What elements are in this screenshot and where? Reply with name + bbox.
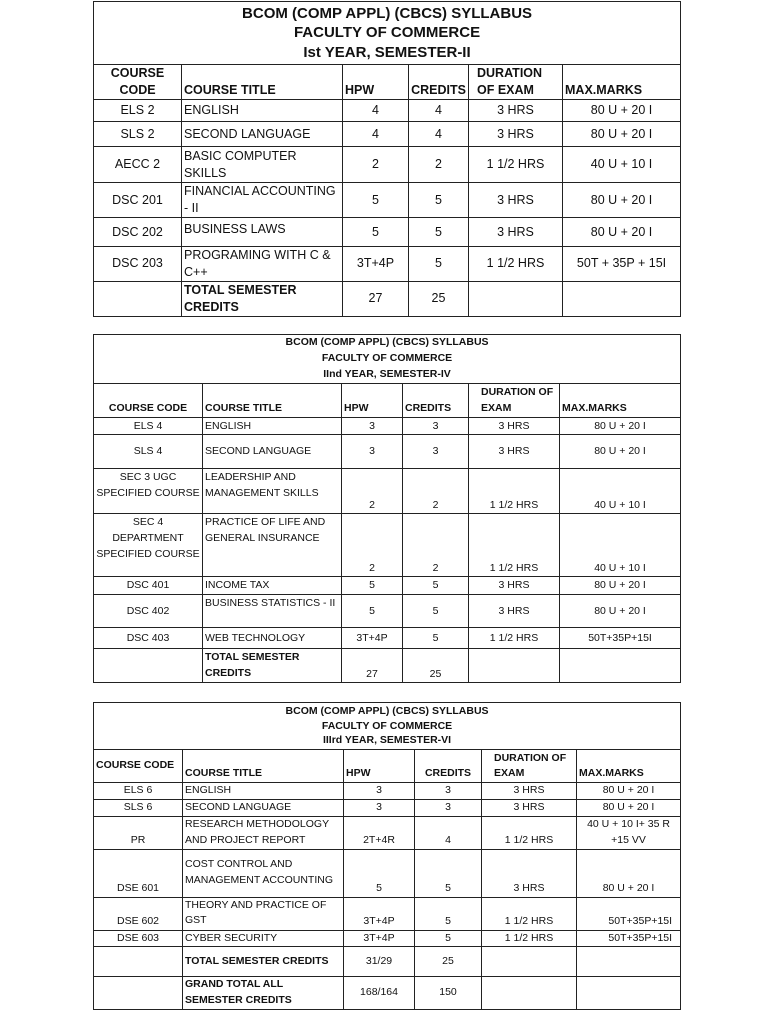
grand-total-label: GRAND TOTAL ALL SEMESTER CREDITS [183, 977, 344, 1010]
table-row [94, 417, 681, 434]
header-credits: CREDITS [403, 384, 469, 418]
course-title: PROGRAMING WITH C & C++ [182, 247, 343, 282]
credits-value: 5 [409, 247, 469, 282]
semester-heading: IInd YEAR, SEMESTER-IV [323, 367, 451, 380]
credits-value: 5 [409, 183, 469, 218]
hpw-value: 5 [343, 183, 409, 218]
credits-value: 3 [415, 799, 482, 816]
empty-cell [482, 947, 577, 977]
table-row [94, 576, 681, 594]
duration-value: 3 HRS [469, 434, 560, 468]
hpw-value: 2 [342, 468, 403, 513]
total-credits: 25 [415, 947, 482, 977]
credits-value: 2 [409, 147, 469, 183]
duration-value: 3 HRS [469, 594, 560, 627]
table-row [94, 247, 681, 282]
header-course-code: COURSE CODE [94, 750, 183, 783]
course-title: WEB TECHNOLOGY [203, 627, 342, 648]
hpw-value: 2 [343, 147, 409, 183]
max-marks-value: 50T + 35P + 15I [563, 247, 681, 282]
header-course-code: COURSE CODE [94, 384, 203, 418]
duration-value: 1 1/2 HRS [469, 513, 560, 576]
semester-6-table [93, 702, 681, 1010]
table-title [94, 335, 681, 384]
max-marks-value: 40 U + 10 I+ 35 R +15 VV [577, 816, 681, 849]
credits-value: 2 [403, 513, 469, 576]
header-course-title: COURSE TITLE [182, 65, 343, 100]
course-title: FINANCIAL ACCOUNTING - II [182, 183, 343, 218]
table-title [94, 2, 681, 65]
credits-value: 5 [403, 627, 469, 648]
duration-value: 1 1/2 HRS [469, 147, 563, 183]
empty-cell [577, 977, 681, 1010]
duration-value: 3 HRS [469, 122, 563, 147]
table-row [94, 816, 681, 849]
hpw-value: 5 [344, 849, 415, 897]
duration-value: 3 HRS [469, 100, 563, 122]
table-row [94, 468, 681, 513]
duration-value: 3 HRS [469, 218, 563, 247]
credits-value: 5 [403, 576, 469, 594]
max-marks-value: 40 U + 10 I [563, 147, 681, 183]
hpw-value: 3 [342, 434, 403, 468]
grand-total-credits: 150 [415, 977, 482, 1010]
semester-heading: IIIrd YEAR, SEMESTER-VI [322, 734, 452, 747]
credits-value: 3 [415, 783, 482, 800]
duration-value: 3 HRS [482, 799, 577, 816]
credits-value: 3 [403, 417, 469, 434]
duration-value: 1 1/2 HRS [482, 930, 577, 947]
max-marks-value: 80 U + 20 I [560, 417, 681, 434]
course-code: ELS 4 [94, 417, 203, 434]
credits-value: 5 [415, 849, 482, 897]
faculty-heading: FACULTY OF COMMERCE [321, 719, 453, 732]
total-row [94, 281, 681, 316]
table-row [94, 218, 681, 247]
table-row [94, 783, 681, 800]
header-hpw: HPW [342, 384, 403, 418]
hpw-value: 4 [343, 122, 409, 147]
faculty-heading: FACULTY OF COMMERCE [293, 24, 481, 42]
course-code: DSC 402 [94, 594, 203, 627]
header-max-marks: MAX.MARKS [560, 384, 681, 418]
empty-cell [94, 648, 203, 682]
credits-value: 5 [409, 218, 469, 247]
duration-value: 1 1/2 HRS [469, 247, 563, 282]
course-title: COST CONTROL AND MANAGEMENT ACCOUNTING [183, 849, 344, 897]
course-title: LEADERSHIP AND MANAGEMENT SKILLS [203, 468, 342, 513]
total-credits: 25 [403, 648, 469, 682]
course-code: PR [94, 816, 183, 849]
hpw-value: 3 [342, 417, 403, 434]
max-marks-value: 80 U + 20 I [563, 218, 681, 247]
hpw-value: 3 [344, 799, 415, 816]
table-row [94, 897, 681, 930]
max-marks-value: 80 U + 20 I [560, 594, 681, 627]
empty-cell [577, 947, 681, 977]
total-hpw: 31/29 [344, 947, 415, 977]
course-code: AECC 2 [94, 147, 182, 183]
max-marks-value: 80 U + 20 I [560, 434, 681, 468]
hpw-value: 5 [342, 594, 403, 627]
course-title: SECOND LANGUAGE [182, 122, 343, 147]
hpw-value: 2T+4R [344, 816, 415, 849]
hpw-value: 5 [343, 218, 409, 247]
header-duration: DURATION OF EXAM [469, 384, 560, 418]
credits-value: 4 [415, 816, 482, 849]
course-title: BASIC COMPUTER SKILLS [182, 147, 343, 183]
empty-cell [560, 648, 681, 682]
course-title: ENGLISH [203, 417, 342, 434]
header-hpw: HPW [343, 65, 409, 100]
total-credits: 25 [409, 281, 469, 316]
empty-cell [94, 977, 183, 1010]
course-title: SECOND LANGUAGE [183, 799, 344, 816]
max-marks-value: 80 U + 20 I [577, 783, 681, 800]
header-max-marks: MAX.MARKS [563, 65, 681, 100]
total-label: TOTAL SEMESTER CREDITS [182, 281, 343, 316]
max-marks-value: 80 U + 20 I [563, 183, 681, 218]
header-max-marks: MAX.MARKS [577, 750, 681, 783]
max-marks-value: 80 U + 20 I [563, 122, 681, 147]
hpw-value: 4 [343, 100, 409, 122]
table-row [94, 100, 681, 122]
course-code: DSC 203 [94, 247, 182, 282]
hpw-value: 3T+4P [343, 247, 409, 282]
duration-value: 1 1/2 HRS [469, 468, 560, 513]
table-row [94, 513, 681, 576]
hpw-value: 2 [342, 513, 403, 576]
total-row [94, 947, 681, 977]
empty-cell [482, 977, 577, 1010]
max-marks-value: 40 U + 10 I [560, 468, 681, 513]
course-title: ENGLISH [183, 783, 344, 800]
max-marks-value: 80 U + 20 I [577, 799, 681, 816]
credits-value: 4 [409, 100, 469, 122]
duration-value: 3 HRS [469, 417, 560, 434]
course-title: ENGLISH [182, 100, 343, 122]
table-title [94, 703, 681, 750]
hpw-value: 5 [342, 576, 403, 594]
course-code: DSC 202 [94, 218, 182, 247]
course-title: INCOME TAX [203, 576, 342, 594]
course-code: ELS 6 [94, 783, 183, 800]
course-code: SLS 2 [94, 122, 182, 147]
course-code: ELS 2 [94, 100, 182, 122]
table-row [94, 849, 681, 897]
max-marks-value: 50T+35P+15I [560, 627, 681, 648]
header-row [94, 65, 681, 100]
total-row [94, 648, 681, 682]
credits-value: 4 [409, 122, 469, 147]
max-marks-value: 80 U + 20 I [560, 576, 681, 594]
semester-2-table [93, 1, 681, 317]
header-course-code: COURSE CODE [94, 65, 182, 100]
course-title: BUSINESS STATISTICS - II [203, 594, 342, 627]
hpw-value: 3T+4P [342, 627, 403, 648]
course-title: BUSINESS LAWS [182, 218, 343, 247]
duration-value: 3 HRS [469, 576, 560, 594]
table-row [94, 594, 681, 627]
course-title: CYBER SECURITY [183, 930, 344, 947]
grand-total-row [94, 977, 681, 1010]
syllabus-heading: BCOM (COMP APPL) (CBCS) SYLLABUS [285, 336, 489, 349]
max-marks-value: 80 U + 20 I [563, 100, 681, 122]
course-code: DSC 403 [94, 627, 203, 648]
course-code: DSE 601 [94, 849, 183, 897]
header-course-title: COURSE TITLE [203, 384, 342, 418]
header-row [94, 750, 681, 783]
total-label: TOTAL SEMESTER CREDITS [183, 947, 344, 977]
total-hpw: 27 [342, 648, 403, 682]
table-row [94, 147, 681, 183]
credits-value: 5 [403, 594, 469, 627]
total-hpw: 27 [343, 281, 409, 316]
syllabus-heading: BCOM (COMP APPL) (CBCS) SYLLABUS [242, 4, 533, 22]
duration-value: 1 1/2 HRS [482, 897, 577, 930]
credits-value: 5 [415, 897, 482, 930]
duration-value: 3 HRS [469, 183, 563, 218]
credits-value: 3 [403, 434, 469, 468]
empty-cell [469, 648, 560, 682]
table-row [94, 627, 681, 648]
max-marks-value: 40 U + 10 I [560, 513, 681, 576]
max-marks-value: 80 U + 20 I [577, 849, 681, 897]
empty-cell [469, 281, 563, 316]
header-hpw: HPW [344, 750, 415, 783]
empty-cell [563, 281, 681, 316]
hpw-value: 3T+4P [344, 897, 415, 930]
empty-cell [94, 947, 183, 977]
faculty-heading: FACULTY OF COMMERCE [321, 352, 453, 365]
course-title: THEORY AND PRACTICE OF GST [183, 897, 344, 930]
header-row [94, 384, 681, 418]
header-course-title: COURSE TITLE [183, 750, 344, 783]
course-title: SECOND LANGUAGE [203, 434, 342, 468]
course-title: PRACTICE OF LIFE AND GENERAL INSURANCE [203, 513, 342, 576]
table-row [94, 434, 681, 468]
semester-heading: Ist YEAR, SEMESTER-II [303, 43, 471, 61]
course-code: DSC 201 [94, 183, 182, 218]
course-code: SEC 3 UGC SPECIFIED COURSE [94, 468, 203, 513]
table-row [94, 183, 681, 218]
course-code: SLS 4 [94, 434, 203, 468]
header-credits: CREDITS [415, 750, 482, 783]
course-code: DSE 602 [94, 897, 183, 930]
duration-value: 3 HRS [482, 849, 577, 897]
max-marks-value: 50T+35P+15I [577, 897, 681, 930]
table-row [94, 799, 681, 816]
hpw-value: 3T+4P [344, 930, 415, 947]
table-row [94, 122, 681, 147]
duration-value: 1 1/2 HRS [482, 816, 577, 849]
duration-value: 1 1/2 HRS [469, 627, 560, 648]
credits-value: 2 [403, 468, 469, 513]
semester-4-table [93, 334, 681, 683]
course-code: DSC 401 [94, 576, 203, 594]
duration-value: 3 HRS [482, 783, 577, 800]
course-code: SEC 4 DEPARTMENT SPECIFIED COURSE [94, 513, 203, 576]
table-row [94, 930, 681, 947]
max-marks-value: 50T+35P+15I [577, 930, 681, 947]
hpw-value: 3 [344, 783, 415, 800]
header-duration: DURATION OF EXAM [469, 65, 563, 100]
total-label: TOTAL SEMESTER CREDITS [203, 648, 342, 682]
course-title: RESEARCH METHODOLOGY AND PROJECT REPORT [183, 816, 344, 849]
empty-cell [94, 281, 182, 316]
course-code: SLS 6 [94, 799, 183, 816]
course-code: DSE 603 [94, 930, 183, 947]
header-credits: CREDITS [409, 65, 469, 100]
header-duration: DURATION OF EXAM [482, 750, 577, 783]
credits-value: 5 [415, 930, 482, 947]
syllabus-heading: BCOM (COMP APPL) (CBCS) SYLLABUS [285, 704, 489, 717]
grand-total-hpw: 168/164 [344, 977, 415, 1010]
